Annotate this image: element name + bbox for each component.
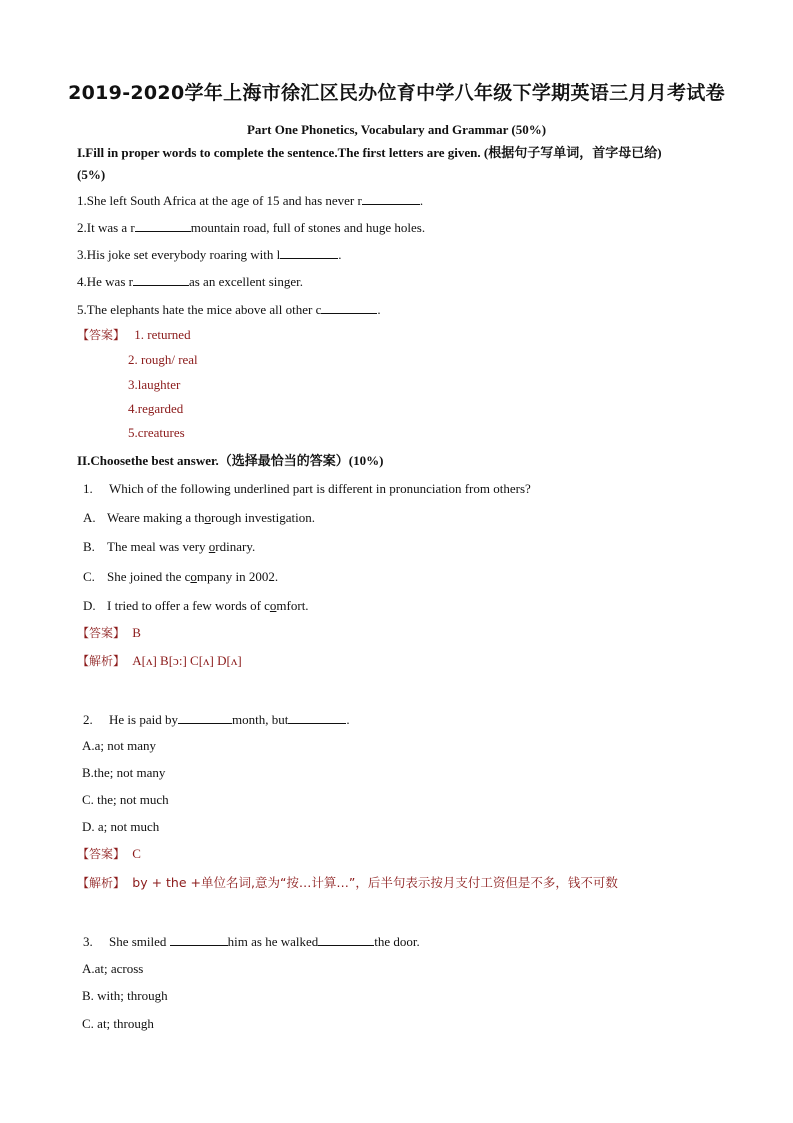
q1-option-d[interactable]: D. I tried to offer a few words of comfort. — [83, 598, 309, 613]
question-number: 3. — [83, 934, 93, 949]
answer-value: 5.creatures — [128, 425, 185, 440]
answer-blank[interactable] — [318, 933, 374, 946]
section1-item-1: 1.She left South Africa at the age of 15 and has never r . — [77, 193, 424, 208]
underlined-letter: o — [269, 598, 277, 613]
section2-heading: II.Choosethe best answer.（选择最恰当的答案）(10%) — [77, 453, 384, 468]
section1-item-2: 2.It was a r mountain road, full of stones and huge holes. — [77, 220, 426, 235]
section1-heading: I.Fill in proper words to complete the sentence.The first letters are given. (根据句子写单词，首字母已给) — [77, 145, 662, 160]
section1-item-5: 5.The elephants hate the mice above all other c . — [77, 302, 381, 317]
answer-tag: 【答案】 — [77, 847, 126, 861]
answer-blank[interactable] — [362, 192, 420, 205]
section1-answer — [77, 326, 191, 343]
answer-blank[interactable] — [133, 273, 189, 286]
q3-option-a[interactable]: A.at; across — [82, 961, 144, 976]
answer-blank[interactable] — [178, 711, 232, 724]
question-2: 2. He is paid by month, but . — [77, 711, 350, 728]
underlined-letter: o — [204, 510, 211, 525]
question-text: Which of the following underlined part is different in pronunciation from others? — [109, 481, 531, 496]
q1-option-c[interactable]: C. She joined the company in 2002. — [83, 569, 279, 584]
answer-value: 3.laughter — [128, 377, 181, 392]
answer-value: B — [132, 625, 141, 640]
answer-value: C — [132, 846, 141, 861]
underlined-letter: o — [190, 569, 197, 584]
answer-value: 2. rough/ real — [128, 352, 198, 367]
analysis-text: by + the +单位名词,意为“按…计算…”，后半句表示按月支付工资但是不多，钱不可数 — [132, 875, 618, 890]
q2-option-d[interactable]: D. a; not much — [82, 819, 160, 834]
answer-blank[interactable] — [288, 711, 346, 724]
answer-value: 1. returned — [134, 327, 191, 342]
question-3: 3. She smiled him as he walked the door. — [77, 933, 420, 950]
answer-blank[interactable] — [280, 246, 338, 259]
q2-answer — [77, 845, 141, 862]
q2-option-b[interactable]: B.the; not many — [82, 765, 166, 780]
q1-answer — [77, 624, 141, 641]
q3-option-c[interactable]: C. at; through — [82, 1016, 154, 1031]
q2-analysis — [77, 873, 618, 891]
answer-blank[interactable] — [321, 301, 377, 314]
answer-value: 4.regarded — [128, 401, 184, 416]
q1-option-b[interactable]: B. The meal was very ordinary. — [83, 539, 256, 554]
q1-analysis — [77, 652, 242, 669]
section1-item-4: 4.He was r as an excellent singer. — [77, 274, 304, 289]
document-title: 2019-2020学年上海市徐汇区民办位育中学八年级下学期英语三月月考试卷 — [68, 82, 725, 104]
underlined-letter: o — [208, 539, 216, 554]
q2-option-c[interactable]: C. the; not much — [82, 792, 169, 807]
analysis-tag: 【解析】 — [77, 876, 126, 890]
answer-blank[interactable] — [170, 933, 228, 946]
answer-tag: 【答案】 — [77, 626, 126, 640]
analysis-text: A[ʌ] B[ɔ:] C[ʌ] D[ʌ] — [132, 653, 242, 668]
question-1 — [77, 481, 531, 497]
section1-heading-cont: (5%) — [77, 167, 106, 182]
q3-option-b[interactable]: B. with; through — [82, 988, 168, 1003]
answer-tag: 【答案】 — [77, 328, 126, 342]
section1-item-3: 3.His joke set everybody roaring with l . — [77, 247, 342, 262]
analysis-tag: 【解析】 — [77, 654, 126, 668]
q1-option-a[interactable]: A. Weare making a thorough investigation. — [83, 510, 315, 525]
part-heading: Part One Phonetics, Vocabulary and Grammar (50%) — [246, 122, 547, 137]
answer-blank[interactable] — [135, 219, 191, 232]
question-number: 1. — [83, 481, 93, 496]
q2-option-a[interactable]: A.a; not many — [82, 738, 157, 753]
question-number: 2. — [83, 712, 93, 727]
